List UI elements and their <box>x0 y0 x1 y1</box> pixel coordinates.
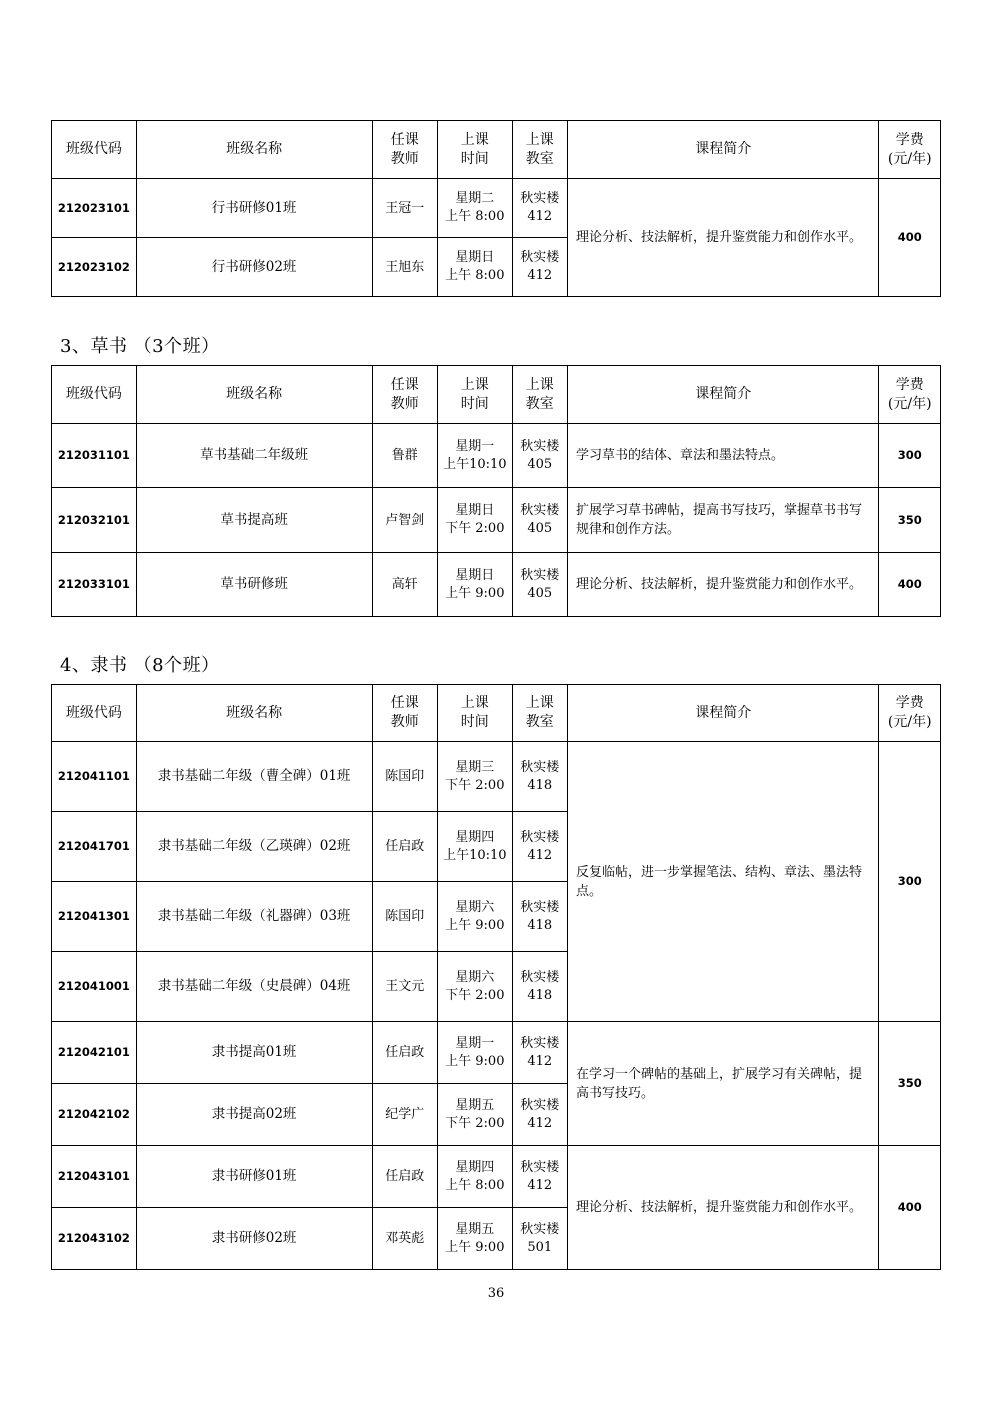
table-row <box>52 553 941 617</box>
class-time: 星期六 下午 2:00 <box>438 952 513 1022</box>
header-time: 上课 时间 <box>438 121 513 179</box>
header-class-code: 班级代码 <box>52 366 137 424</box>
class-name: 隶书提高01班 <box>136 1022 372 1084</box>
table-row <box>52 424 941 488</box>
course-description: 理论分析、技法解析，提升鉴赏能力和创作水平。 <box>568 553 879 617</box>
table-row <box>52 742 941 812</box>
calligraphy-table-cursive-script <box>51 365 941 617</box>
class-name: 草书研修班 <box>136 553 372 617</box>
header-fee: 学费 (元/年) <box>879 121 941 179</box>
header-class-code: 班级代码 <box>52 685 137 742</box>
teacher: 高轩 <box>372 553 438 617</box>
teacher: 纪学广 <box>372 1084 438 1146</box>
header-class-name: 班级名称 <box>136 366 372 424</box>
tuition-fee: 350 <box>879 488 941 553</box>
header-time: 上课 时间 <box>438 685 513 742</box>
header-class-name: 班级名称 <box>136 685 372 742</box>
table-row <box>52 1146 941 1208</box>
class-time: 星期四 上午 8:00 <box>438 1146 513 1208</box>
class-code: 212032101 <box>52 488 137 553</box>
class-code: 212043102 <box>52 1208 137 1270</box>
class-name: 隶书研修02班 <box>136 1208 372 1270</box>
tuition-fee: 350 <box>879 1022 941 1146</box>
course-description: 理论分析、技法解析，提升鉴赏能力和创作水平。 <box>568 179 879 297</box>
classroom: 秋实楼 418 <box>512 882 567 952</box>
teacher: 王文元 <box>372 952 438 1022</box>
teacher: 任启政 <box>372 1022 438 1084</box>
teacher: 任启政 <box>372 1146 438 1208</box>
teacher: 任启政 <box>372 812 438 882</box>
classroom: 秋实楼 501 <box>512 1208 567 1270</box>
class-name: 隶书基础二年级（礼器碑）03班 <box>136 882 372 952</box>
classroom: 秋实楼 412 <box>512 1084 567 1146</box>
header-classroom: 上课 教室 <box>512 685 567 742</box>
class-time: 星期日 上午 8:00 <box>438 238 513 297</box>
table-header-row <box>52 366 941 424</box>
course-description: 扩展学习草书碑帖，提高书写技巧，掌握草书书写规律和创作方法。 <box>568 488 879 553</box>
header-class-name: 班级名称 <box>136 121 372 179</box>
header-description: 课程简介 <box>568 685 879 742</box>
tuition-fee: 300 <box>879 742 941 1022</box>
header-description: 课程简介 <box>568 366 879 424</box>
classroom: 秋实楼 418 <box>512 952 567 1022</box>
class-name: 隶书基础二年级（曹全碑）01班 <box>136 742 372 812</box>
teacher: 卢智剑 <box>372 488 438 553</box>
table-row <box>52 179 941 238</box>
calligraphy-table-clerical-script <box>51 684 941 1270</box>
class-time: 星期日 下午 2:00 <box>438 488 513 553</box>
classroom: 秋实楼 405 <box>512 553 567 617</box>
section-title-cursive-script: 3、草书 （3个班） <box>60 336 220 357</box>
class-code: 212033101 <box>52 553 137 617</box>
class-name: 隶书提高02班 <box>136 1084 372 1146</box>
header-teacher: 任课 教师 <box>372 685 438 742</box>
class-code: 212023101 <box>52 179 137 238</box>
class-code: 212042101 <box>52 1022 137 1084</box>
table-row <box>52 1022 941 1084</box>
header-time: 上课 时间 <box>438 366 513 424</box>
class-time: 星期三 下午 2:00 <box>438 742 513 812</box>
tuition-fee: 400 <box>879 179 941 297</box>
classroom: 秋实楼 405 <box>512 488 567 553</box>
header-fee: 学费 (元/年) <box>879 366 941 424</box>
class-time: 星期一 上午10:10 <box>438 424 513 488</box>
class-name: 隶书基础二年级（乙瑛碑）02班 <box>136 812 372 882</box>
course-description: 学习草书的结体、章法和墨法特点。 <box>568 424 879 488</box>
class-name: 草书基础二年级班 <box>136 424 372 488</box>
teacher: 王旭东 <box>372 238 438 297</box>
tuition-fee: 300 <box>879 424 941 488</box>
classroom: 秋实楼 412 <box>512 179 567 238</box>
class-code: 212041301 <box>52 882 137 952</box>
course-description: 反复临帖，进一步掌握笔法、结构、章法、墨法特点。 <box>568 742 879 1022</box>
class-time: 星期日 上午 9:00 <box>438 553 513 617</box>
class-name: 隶书研修01班 <box>136 1146 372 1208</box>
class-code: 212031101 <box>52 424 137 488</box>
course-description: 在学习一个碑帖的基础上，扩展学习有关碑帖，提高书写技巧。 <box>568 1022 879 1146</box>
class-name: 行书研修01班 <box>136 179 372 238</box>
class-time: 星期六 上午 9:00 <box>438 882 513 952</box>
teacher: 陈国印 <box>372 742 438 812</box>
tuition-fee: 400 <box>879 1146 941 1270</box>
class-time: 星期二 上午 8:00 <box>438 179 513 238</box>
header-description: 课程简介 <box>568 121 879 179</box>
classroom: 秋实楼 412 <box>512 238 567 297</box>
header-teacher: 任课 教师 <box>372 366 438 424</box>
class-code: 212023102 <box>52 238 137 297</box>
class-time: 星期五 下午 2:00 <box>438 1084 513 1146</box>
class-time: 星期一 上午 9:00 <box>438 1022 513 1084</box>
tuition-fee: 400 <box>879 553 941 617</box>
header-teacher: 任课 教师 <box>372 121 438 179</box>
class-code: 212043101 <box>52 1146 137 1208</box>
header-classroom: 上课 教室 <box>512 121 567 179</box>
calligraphy-table-running-script <box>51 120 941 297</box>
teacher: 王冠一 <box>372 179 438 238</box>
class-time: 星期五 上午 9:00 <box>438 1208 513 1270</box>
class-code: 212041101 <box>52 742 137 812</box>
course-description: 理论分析、技法解析，提升鉴赏能力和创作水平。 <box>568 1146 879 1270</box>
header-classroom: 上课 教室 <box>512 366 567 424</box>
teacher: 鲁群 <box>372 424 438 488</box>
table-header-row <box>52 685 941 742</box>
page-number: 36 <box>487 1286 505 1301</box>
teacher: 陈国印 <box>372 882 438 952</box>
header-fee: 学费 (元/年) <box>879 685 941 742</box>
table-row <box>52 488 941 553</box>
teacher: 邓英彪 <box>372 1208 438 1270</box>
class-code: 212042102 <box>52 1084 137 1146</box>
classroom: 秋实楼 412 <box>512 812 567 882</box>
class-name: 隶书基础二年级（史晨碑）04班 <box>136 952 372 1022</box>
section-title-clerical-script: 4、隶书 （8个班） <box>60 655 220 676</box>
class-name: 行书研修02班 <box>136 238 372 297</box>
class-code: 212041701 <box>52 812 137 882</box>
classroom: 秋实楼 412 <box>512 1022 567 1084</box>
table-header-row <box>52 121 941 179</box>
classroom: 秋实楼 412 <box>512 1146 567 1208</box>
class-name: 草书提高班 <box>136 488 372 553</box>
classroom: 秋实楼 418 <box>512 742 567 812</box>
class-code: 212041001 <box>52 952 137 1022</box>
class-time: 星期四 上午10:10 <box>438 812 513 882</box>
header-class-code: 班级代码 <box>52 121 137 179</box>
classroom: 秋实楼 405 <box>512 424 567 488</box>
